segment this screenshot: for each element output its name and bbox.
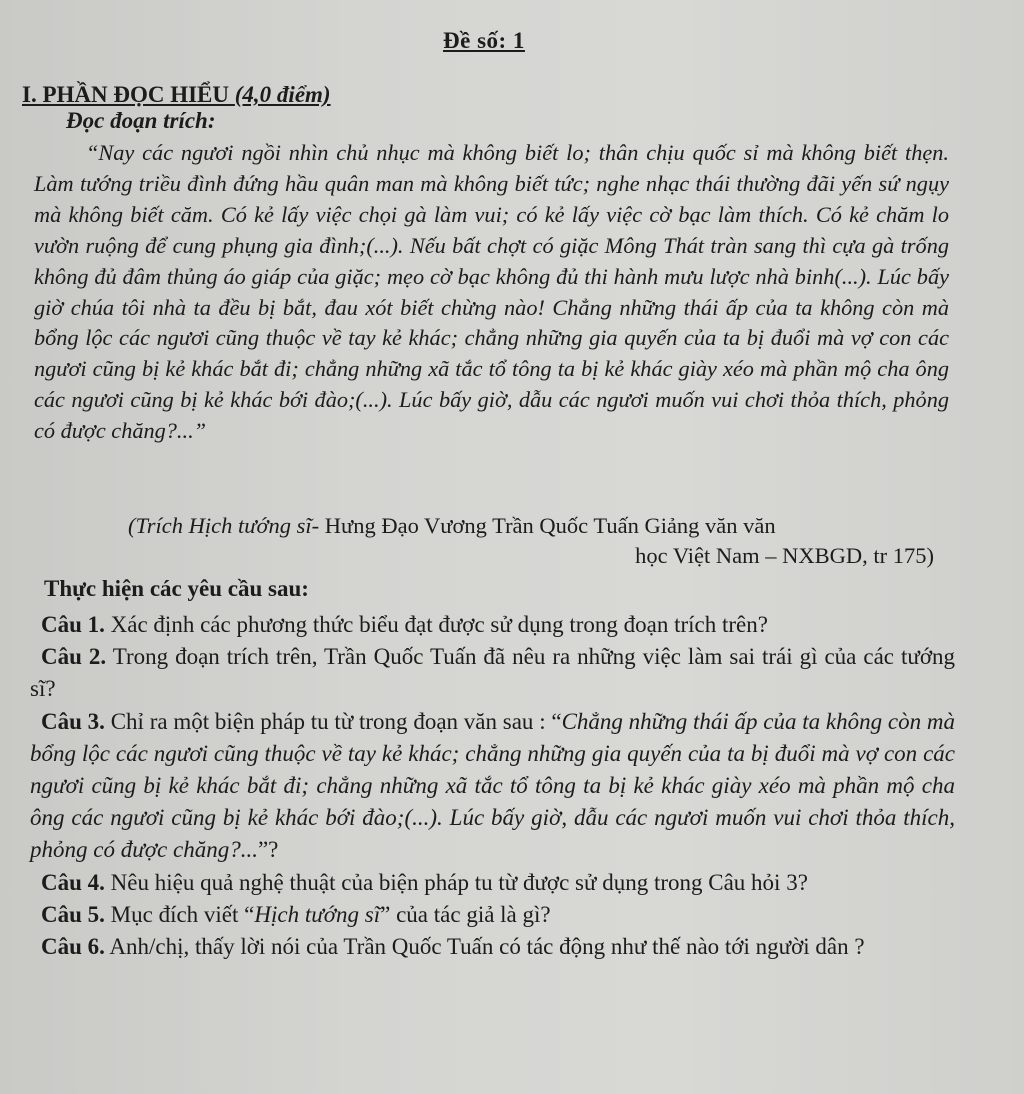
question-quote: Hịch tướng sĩ <box>254 901 381 927</box>
question-label: Câu 2. <box>41 644 107 670</box>
question-quote: Chẳng những thái ấp của ta không còn mà bổng lộc các ngươi cũng thuộc về tay kẻ khác; chẳng những gia quyến của ta bị đuổi mà vợ con các ngươi cũng bị kẻ khác bắt đi; chẳng những xã tắc tổ tông ta bị kẻ khác giày xéo mà phần mộ cha ông các ngươi cũng bị kẻ khác bới đào;(...). Lúc bấy giờ, dẫu các ngươi muốn vui chơi thỏa thích, phỏng có được chăng?... <box>30 708 955 863</box>
source-line-1 <box>128 513 776 538</box>
question-label: Câu 4. <box>41 869 105 895</box>
question-1 <box>30 609 955 641</box>
question-text: Trong đoạn trích trên, Trần Quốc Tuấn đã nêu ra những việc làm sai trái gì của các tướng sĩ? <box>30 644 955 702</box>
question-4 <box>30 867 955 899</box>
question-list <box>30 609 955 963</box>
excerpt-source <box>128 511 950 571</box>
question-label: Câu 3. <box>41 708 105 734</box>
question-tail: ” của tác giả là gì? <box>380 901 551 927</box>
question-text: Anh/chị, thấy lời nói của Trần Quốc Tuấn có tác động như thế nào tới người dân ? <box>104 934 865 960</box>
source-author: Hưng Đạo Vương Trần Quốc Tuấn Giảng văn văn <box>319 513 776 538</box>
section-points: (4,0 điểm) <box>234 82 331 107</box>
source-work-title: (Trích Hịch tướng sĩ- <box>128 513 320 538</box>
question-text: Mục đích viết “ <box>104 901 255 927</box>
question-text: Xác định các phương thức biểu đạt được sử dụng trong đoạn trích trên? <box>104 612 768 637</box>
exam-number-heading: Đề số: 1 <box>443 28 525 53</box>
question-6 <box>30 931 955 963</box>
tasks-heading: Thực hiện các yêu cầu sau: <box>44 576 309 601</box>
section-title: I. PHẦN ĐỌC HIỂU <box>22 82 230 107</box>
question-label: Câu 1. <box>41 612 105 637</box>
question-5 <box>30 899 955 931</box>
bleed-through-text <box>150 8 155 31</box>
question-text: Chỉ ra một biện pháp tu từ trong đoạn văn sau : “ <box>104 708 562 734</box>
question-tail: ”? <box>257 837 279 863</box>
question-text: Nêu hiệu quả nghệ thuật của biện pháp tu từ được sử dụng trong Câu hỏi 3? <box>104 869 808 895</box>
question-2 <box>30 641 955 705</box>
passage-intro: Đọc đoạn trích: <box>66 108 216 133</box>
excerpt-passage: “Nay các ngươi ngồi nhìn chủ nhục mà không biết lo; thân chịu quốc sỉ mà không biết thẹn. Làm tướng triều đình đứng hầu quân man mà không biết tức; nghe nhạc thái thường đãi yến sứ ngụy mà không biết căm. Có kẻ lấy việc chọi gà làm vui; có kẻ lấy việc cờ bạc làm thích. Có kẻ chăm lo vườn ruộng để cung phụng gia đình;(...). Nếu bất chợt có giặc Mông Thát tràn sang thì cựa gà trống không đủ đâm thủng áo giáp của giặc; mẹo cờ bạc không đủ thi hành mưu lược nhà binh(...). Lúc bấy giờ chúa tôi nhà ta đều bị bắt, đau xót biết chừng nào! Chẳng những thái ấp của ta không còn mà bổng lộc các ngươi cũng thuộc về tay kẻ khác; chẳng những gia quyến của ta bị đuổi mà vợ con các ngươi cũng bị kẻ khác bắt đi; chẳng những xã tắc tổ tông ta bị kẻ khác giày xéo mà phần mộ cha ông các ngươi cũng bị kẻ khác bới đào;(...). Lúc bấy giờ, dẫu các ngươi muốn vui chơi thỏa thích, phỏng có được chăng?...” <box>34 140 949 444</box>
question-label: Câu 5. <box>41 901 105 927</box>
section-heading <box>22 82 331 108</box>
question-3 <box>30 706 955 867</box>
question-label: Câu 6. <box>41 934 105 960</box>
source-line-2: học Việt Nam – NXBGD, tr 175) <box>635 543 934 568</box>
